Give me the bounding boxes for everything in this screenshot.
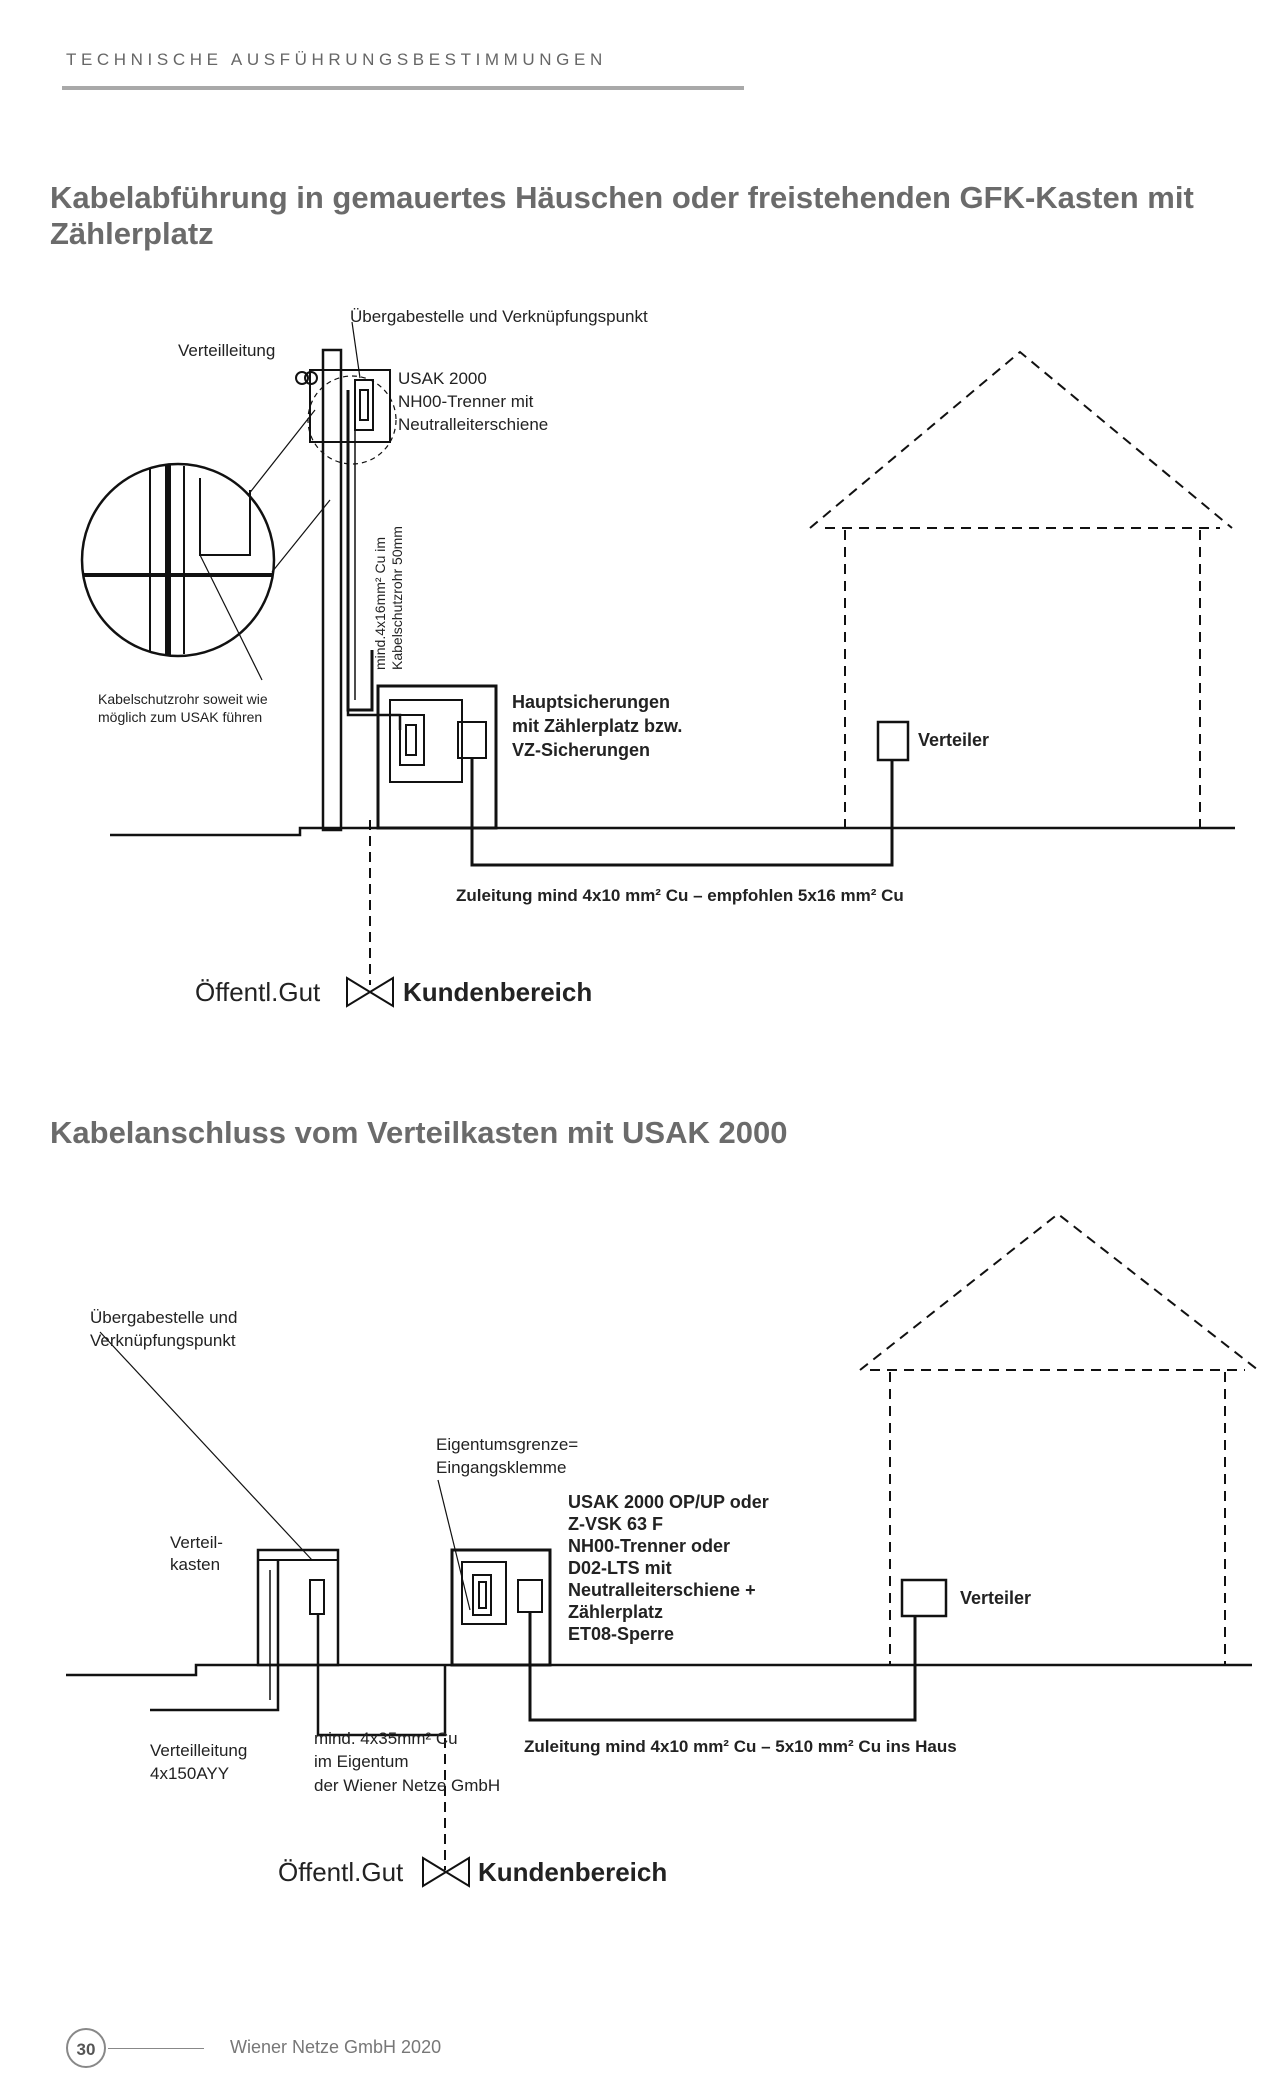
label-schutzrohr-1: Kabelschutzrohr soweit wie: [98, 691, 268, 707]
label-usak2-7: ET08-Sperre: [568, 1624, 675, 1644]
verteilkasten-fuse: [310, 1580, 324, 1614]
label-oeffentl-2: Öffentl.Gut: [278, 1857, 404, 1887]
boundary-symbol-icon-2: [423, 1858, 469, 1886]
label-verteilkasten-1: Verteil-: [170, 1533, 223, 1552]
pole: [323, 350, 341, 830]
section-title-1: Kabelabführung in gemauertes Häuschen oder freistehenden GFK-Kasten mit Zählerplatz: [50, 180, 1194, 251]
label-uebergabe-1: Übergabestelle und: [90, 1308, 238, 1327]
label-verteiler: Verteiler: [918, 730, 990, 750]
label-zuleitung: Zuleitung mind 4x10 mm² Cu – empfohlen 5x16 mm² Cu: [456, 886, 904, 905]
label-kunden: Kundenbereich: [403, 977, 593, 1007]
label-usak2-5: Neutralleiterschiene +: [568, 1580, 756, 1600]
label-mind-3: der Wiener Netze GmbH: [314, 1776, 501, 1795]
label-usak2-4: D02-LTS mit: [568, 1558, 672, 1578]
cable-in-pipe: [348, 390, 372, 710]
house-roof: [810, 352, 1232, 528]
ground-line: [66, 1665, 1252, 1675]
label-verteilleitung: Verteilleitung: [178, 341, 276, 360]
label-kunden-2: Kundenbereich: [478, 1857, 668, 1887]
label-verteilleitung-2: 4x150AYY: [150, 1764, 230, 1783]
verteiler-box: [878, 722, 908, 760]
diagram-verteilkasten: [0, 1190, 1280, 1910]
usak-meter: [518, 1580, 542, 1612]
label-uebergabe-2: Verknüpfungspunkt: [90, 1331, 236, 1350]
verteiler-box-2: [902, 1580, 946, 1616]
eigentum-leader: [438, 1480, 470, 1610]
header-rule: [62, 86, 744, 90]
house-roof-2: [860, 1214, 1258, 1370]
usak-box-2: [452, 1550, 550, 1665]
diagram-gfk-kasten: [0, 290, 1280, 1030]
label-haupt-2: mit Zählerplatz bzw.: [512, 716, 683, 736]
label-verteiler-2: Verteiler: [960, 1588, 1032, 1608]
label-usak-2: NH00-Trenner mit: [398, 392, 534, 411]
label-schutzrohr-2: möglich zum USAK führen: [98, 709, 263, 725]
label-usak-3: Neutralleiterschiene: [398, 415, 549, 434]
label-oeffentl: Öffentl.Gut: [195, 977, 321, 1007]
detail-circle: [82, 464, 274, 656]
footer-rule: [108, 2048, 204, 2049]
ground-line: [110, 828, 1235, 835]
section-title-2: Kabelanschluss vom Verteilkasten mit USAK 2000: [50, 1115, 788, 1150]
zuleitung-cable: [472, 758, 892, 865]
label-usak2-3: NH00-Trenner oder: [568, 1536, 731, 1556]
label-vertical-2: Kabelschutzrohr 50mm: [389, 526, 405, 670]
usak-fuse: [355, 380, 373, 430]
label-mind-2: im Eigentum: [314, 1752, 409, 1771]
footer-text: Wiener Netze GmbH 2020: [230, 2037, 442, 2057]
label-haupt-1: Hauptsicherungen: [512, 692, 671, 712]
label-zuleitung-2: Zuleitung mind 4x10 mm² Cu – 5x10 mm² Cu ins Haus: [524, 1737, 957, 1756]
label-mind-1: mind. 4x35mm² Cu: [314, 1729, 458, 1748]
uebergabe-leader: [100, 1332, 312, 1560]
label-vertical-1: mind.4x16mm² Cu im: [372, 536, 388, 670]
label-haupt-3: VZ-Sicherungen: [512, 740, 651, 760]
label-eigentum-2: Eingangsklemme: [436, 1458, 567, 1477]
detail-marker-circle: [308, 376, 396, 464]
usak-fuse-inner: [360, 390, 368, 420]
label-verteilkasten-2: kasten: [170, 1555, 221, 1574]
running-header: TECHNISCHE AUSFÜHRUNGSBESTIMMUNGEN: [66, 50, 607, 69]
page-number: 30: [66, 2028, 106, 2068]
label-uebergabe: Übergabestelle und Verknüpfungspunkt: [350, 307, 648, 326]
label-usak2-1: USAK 2000 OP/UP oder: [568, 1492, 769, 1512]
label-usak-1: USAK 2000: [398, 369, 487, 388]
label-verteilleitung-1: Verteilleitung: [150, 1741, 248, 1760]
main-fuse: [400, 715, 424, 765]
label-usak2-2: Z-VSK 63 F: [568, 1514, 664, 1534]
label-usak2-6: Zählerplatz: [568, 1602, 664, 1622]
label-eigentum-1: Eigentumsgrenze=: [436, 1435, 579, 1454]
